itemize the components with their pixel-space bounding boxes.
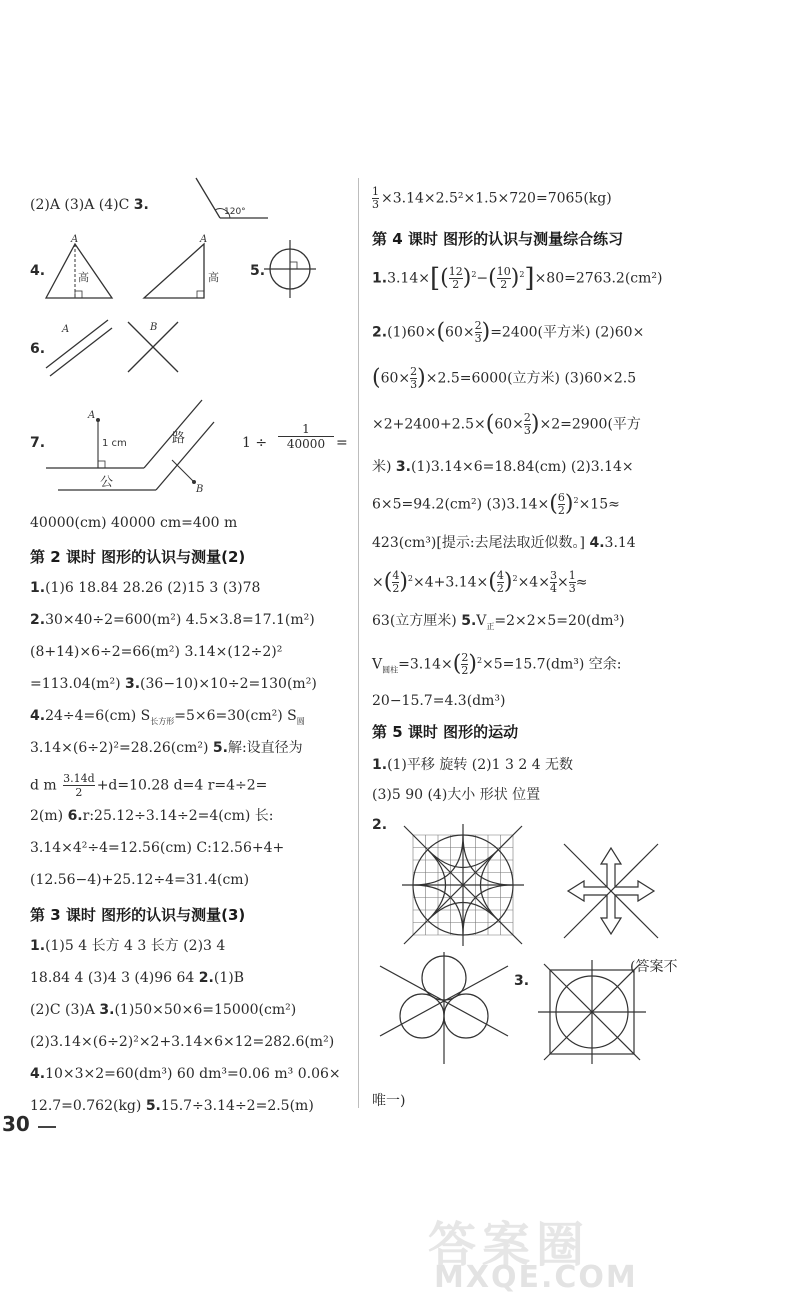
- answer-line-r1: $\frac{1}{3}$ ×3.14×2.5²×1.5×720=7065(kg): [372, 185, 612, 211]
- arrow-star-figure: [560, 840, 662, 942]
- q2-number: 2.: [372, 817, 388, 833]
- answer-line-14: 3.14×(6÷2)²=28.26(cm²) 5.解:设直径为: [30, 740, 303, 756]
- watermark: [428, 1206, 780, 1302]
- answer-line-r11: $V_{圆柱}=3.14\times$( $\frac{2}{2}$ )$^2$×5=15.7(dm³) 空余:: [372, 651, 622, 678]
- answer-line-r17: 唯一): [372, 1093, 406, 1109]
- q7-equals: =: [336, 435, 348, 451]
- answer-line-17: 3.14×4²÷4=12.56(cm) C:12.56+4+: [30, 840, 285, 856]
- answer-line-r3: 2.(1)60×(60× $\frac{2}{3}$ )=2400(平方米) (2)60×: [372, 319, 645, 345]
- q7-number: 7.: [30, 435, 46, 451]
- answer-line-r9: ×( $\frac{4}{2}$ )$^2$×4+3.14×( $\frac{4}{2}$ )$^2$×4× $\frac{3}{4}$ × $\frac{1}{3}$ ≈: [372, 569, 588, 596]
- r9-fraction-1: $\frac{4}{2}$: [392, 569, 400, 596]
- q4-number: 4.: [30, 263, 46, 279]
- answer-line-12: =113.04(m²) 3.(36−10)×10÷2=130(m²): [30, 676, 317, 692]
- answer-line-11: (8+14)×6÷2=66(m²) 3.14×(12÷2)²: [30, 644, 283, 660]
- answer-line-r8: 423(cm³)[提示:去尾法取近似数。] 4.3.14: [372, 535, 636, 551]
- svg-text:B: B: [196, 484, 204, 495]
- parallel-perpendicular-figure: [44, 316, 244, 378]
- answer-line-9: 1.(1)6 18.84 28.26 (2)15 3 (3)78: [30, 580, 261, 596]
- answer-line-19: 1.(1)5 4 长方 4 3 长方 (2)3 4: [30, 938, 226, 954]
- road-distance-figure: [44, 394, 244, 496]
- answer-line-20: 18.84 4 (3)4 3 (4)96 64 2.(1)B: [30, 970, 244, 986]
- answer-line-1: (2)A (3)A (4)C 3.: [30, 197, 149, 213]
- svg-text:A: A: [200, 234, 208, 245]
- answer-line-23: 4.10×3×2=60(dm³) 60 dm³=0.06 m³ 0.06×: [30, 1066, 341, 1082]
- page-number: 30: [2, 1112, 30, 1136]
- lesson-4-heading: 第 4 课时 图形的认识与测量综合练习: [372, 230, 624, 248]
- svg-text:高: 高: [208, 271, 219, 284]
- q3-number: 3.: [514, 973, 530, 989]
- column-divider: [358, 178, 359, 1108]
- r2-fraction-2: $\frac{10}{2}$: [496, 265, 511, 292]
- answer-line-r4: (60× $\frac{2}{3}$ )×2.5=6000(立方米) (3)60×2.5: [372, 365, 637, 391]
- answer-line-10: 2.30×40÷2=600(m²) 4.5×3.8=17.1(m²): [30, 612, 315, 628]
- svg-text:公: 公: [100, 475, 114, 490]
- watermark-top-text: 答案圈: [428, 1217, 591, 1273]
- answer-line-24: 12.7=0.762(kg) 5.15.7÷3.14÷2=2.5(m): [30, 1098, 314, 1114]
- svg-text:A: A: [62, 324, 70, 335]
- lesson-5-heading: 第 5 课时 图形的运动: [372, 723, 519, 741]
- answer-line-r2: 1.3.14×[( $\frac{12}{2}$ )$^2$−( $\frac{10}{2}$ )$^2$]×80=2763.2(cm²): [372, 263, 663, 294]
- trefoil-circles-figure: [378, 950, 510, 1066]
- answer-line-r10: 63(立方厘米) $5.V_正=2\times 2\times 5=20(dm^3)$: [372, 613, 625, 631]
- lesson-2-heading: 第 2 课时 图形的认识与测量(2): [30, 548, 246, 566]
- answer-line-21: (2)C (3)A 3.(1)50×50×6=15000(cm²): [30, 1002, 297, 1018]
- lesson-3-heading: 第 3 课时 图形的认识与测量(3): [30, 906, 246, 924]
- svg-text:高: 高: [78, 271, 89, 284]
- r3-fraction: $\frac{2}{3}$: [474, 319, 482, 345]
- triangle-height-figures: [40, 236, 260, 302]
- page-number-dash: [38, 1126, 56, 1128]
- answer-line-18: (12.56−4)+25.12÷4=31.4(cm): [30, 872, 250, 888]
- answer-line-r6: 米) 3.(1)3.14×6=18.84(cm) (2)3.14×: [372, 459, 634, 475]
- svg-text:A: A: [71, 234, 79, 245]
- q5-number: 5.: [250, 263, 266, 279]
- answer-line-r12: 20−15.7=4.3(dm³): [372, 693, 506, 709]
- answer-line-13: 4.24÷4=6(cm) $S_{长方形}=5\times 6=30(cm^2)$ $S_圆$: [30, 708, 305, 726]
- square-circle-figure: [534, 960, 652, 1066]
- q7-equation-start: 1 ÷: [242, 435, 268, 451]
- r9-fraction-4: $\frac{1}{3}$: [568, 569, 576, 596]
- answer-line-r7: 6×5=94.2(cm²) (3)3.14×( $\frac{6}{2}$ )$^2$×15≈: [372, 491, 620, 518]
- svg-text:路: 路: [172, 431, 186, 446]
- l15-fraction: $\frac{3.14d}{2}$: [63, 772, 95, 799]
- answer-line-8: 40000(cm) 40000 cm=400 m: [30, 515, 238, 531]
- answer-line-r14: (3)5 90 (4)大小 形状 位置: [372, 787, 541, 803]
- answer-line-r13: 1.(1)平移 旋转 (2)1 3 2 4 无数: [372, 757, 574, 773]
- answer-note: (答案不: [630, 959, 678, 975]
- svg-text:1 cm: 1 cm: [102, 438, 127, 449]
- r2-fraction-1: $\frac{12}{2}$: [448, 265, 463, 292]
- answer-line-16: 2(m) 6.r:25.12÷3.14÷2=4(cm) 长:: [30, 808, 274, 824]
- svg-text:B: B: [150, 322, 158, 333]
- watermark-bottom-text: MXQE.COM: [434, 1260, 638, 1295]
- answer-line-22: (2)3.14×(6÷2)²×2+3.14×6×12=282.6(m²): [30, 1034, 335, 1050]
- rotation-pattern-figure: [400, 822, 526, 948]
- answer-line-r5: ×2+2400+2.5×(60× $\frac{2}{3}$ )×2=2900(平方: [372, 411, 641, 437]
- q7-fraction: 1 40000: [278, 422, 334, 451]
- angle-label: 120°: [224, 207, 246, 217]
- circle-symmetry-figure: [262, 238, 318, 300]
- angle-120-figure: [190, 176, 270, 222]
- svg-text:A: A: [88, 410, 96, 421]
- r9-fraction-3: $\frac{3}{4}$: [549, 569, 557, 596]
- r7-fraction: $\frac{6}{2}$: [557, 491, 565, 518]
- r5-fraction: $\frac{2}{3}$: [523, 411, 531, 437]
- r1-fraction: $\frac{1}{3}$: [372, 185, 379, 211]
- r4-fraction: $\frac{2}{3}$: [410, 365, 418, 391]
- answer-line-15: d m $\frac{3.14d}{2}$ +d=10.28 d=4 r=4÷2=: [30, 772, 268, 799]
- r9-fraction-2: $\frac{4}{2}$: [496, 569, 504, 596]
- q6-number: 6.: [30, 341, 46, 357]
- r11-fraction: $\frac{2}{2}$: [461, 651, 469, 678]
